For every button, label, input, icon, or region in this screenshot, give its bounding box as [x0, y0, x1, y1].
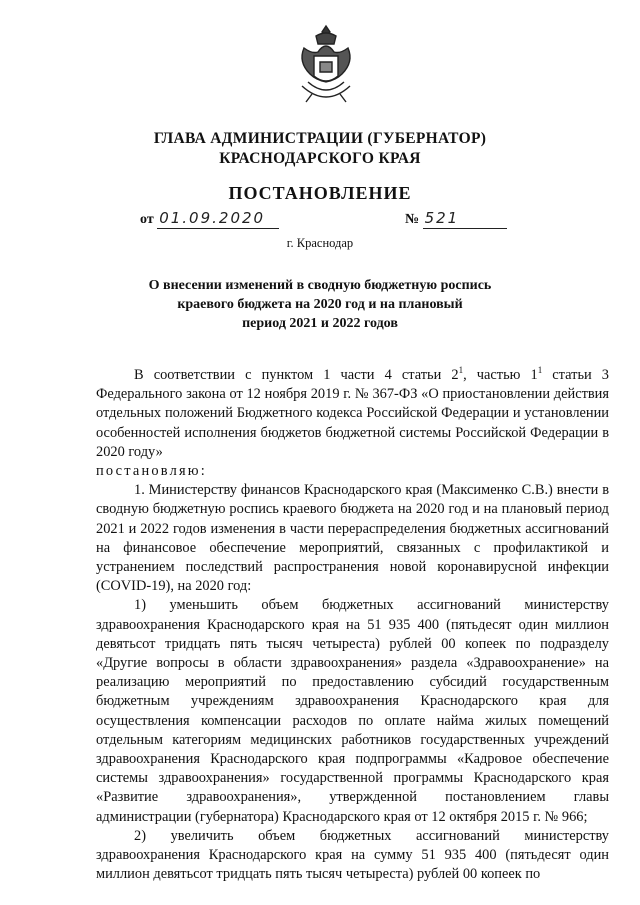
decree-word: постановляю: — [96, 463, 207, 480]
coat-of-arms-emblem — [294, 22, 358, 104]
superscript: 1 — [458, 365, 464, 376]
number-field — [405, 210, 507, 229]
clause-1-1-paragraph: 1) уменьшить объем бюджетных ассигнований министерству здравоохранения Краснодарского края на 51 935 400 (пятьдесят один миллион девятьсот тридцать пять тысяч четыреста) рублей 00 копеек по подразделу «Другие вопросы в области здравоохранения» раздела «Здравоохранение» на реализацию мероприятий по предоставлению субсидий государственным бюджетным учреждениям здравоохранения Краснодарского края для осуществления компенсации расходов по оплате найма жилых помещений отдельным категориям медицинских работников государственных учреждений здравоохранения Краснодарского края подпрограммы «Кадровое обеспечение системы здравоохранения» государственной программы Краснодарского края «Развитие здравоохранения», утвержденной постановлением главы администрации (губернатора) Краснодарского края от 12 октября 2015 г. № 966; — [96, 597, 609, 825]
document-type-title: ПОСТАНОВЛЕНИЕ — [228, 183, 412, 203]
handwritten-date: 01.09.2020 — [159, 209, 266, 227]
document-subject — [0, 276, 640, 333]
handwritten-number: 521 — [424, 209, 460, 227]
date-underline — [157, 210, 279, 229]
date-prefix: от — [140, 212, 154, 227]
preamble-paragraph: В соответствии с пунктом 1 части 4 статьи $2^1$, частью $1^1$ статьи 3 Федерального закона от 12 ноября 2019 г. № 367-ФЗ «О приостановлении действия отдельных положений Бюджетного кодекса Российской Федерации и установлении особенностей исполнения бюджетов бюджетной системы Российской Федерации в 2020 году» постановляю: — [96, 365, 610, 480]
subject-line-2: краевого бюджета на 2020 год и на плановый — [177, 297, 463, 312]
issuer-line-2: КРАСНОДАРСКОГО КРАЯ — [219, 150, 421, 167]
subject-line-1: О внесении изменений в сводную бюджетную роспись — [148, 278, 492, 293]
date-field — [140, 210, 279, 229]
issuer-line-1: ГЛАВА АДМИНИСТРАЦИИ (ГУБЕРНАТОР) — [153, 130, 487, 147]
document-body — [96, 366, 609, 884]
clause-1-2-paragraph: 2) увеличить объем бюджетных ассигнований министерству здравоохранения Краснодарского края на сумму 51 935 400 (пятьдесят один миллион девятьсот тридцать пять тысяч четыреста) рублей 00 копеек по — [96, 827, 609, 883]
subject-line-3: период 2021 и 2022 годов — [242, 316, 398, 331]
number-underline — [423, 210, 507, 229]
clause-1-paragraph: 1. Министерству финансов Краснодарского края (Максименко С.В.) внести в сводную бюджетную роспись краевого бюджета на 2020 год и на плановый период 2021 и 2022 годов изменения в части перераспределения бюджетных ассигнований на финансовое обеспечение мероприятий, связанных с профилактикой и устранением последствий распространения новой коронавирусной инфекции (COVID-19), на 2020 год: — [96, 482, 609, 595]
city-line: г. Краснодар — [286, 236, 354, 250]
number-prefix: № — [405, 212, 420, 227]
superscript: 1 — [537, 365, 543, 376]
